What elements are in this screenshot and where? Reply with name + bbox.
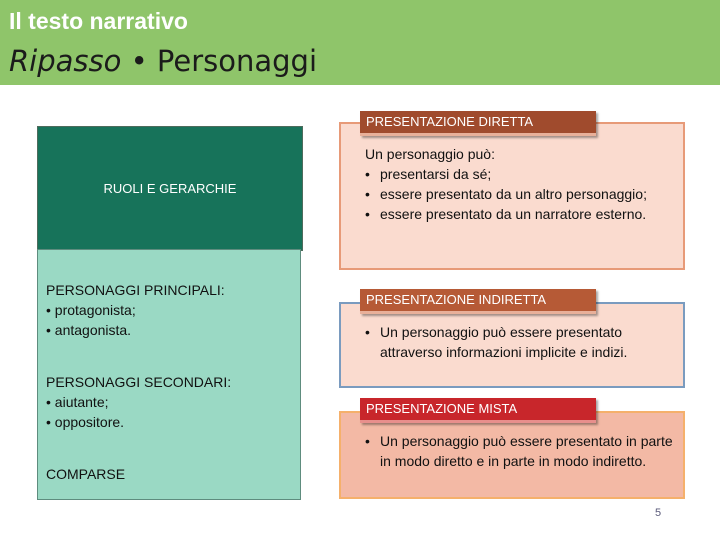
- indirect-presentation-panel: [339, 302, 685, 388]
- direct-presentation-panel: [339, 122, 685, 270]
- secondary-characters-group: [46, 372, 292, 432]
- main-characters-group: [46, 280, 292, 340]
- direct-intro: Un personaggio può:: [365, 146, 495, 162]
- subtitle-italic: Ripasso: [9, 44, 122, 78]
- group-item: • protagonista;: [46, 302, 136, 318]
- group-title: PERSONAGGI PRINCIPALI:: [46, 282, 225, 298]
- group-item: • aiutante;: [46, 394, 109, 410]
- mixed-presentation-label: PRESENTAZIONE MISTA: [360, 398, 596, 423]
- extras-group: [46, 464, 292, 484]
- group-title: COMPARSE: [46, 466, 126, 482]
- roles-heading: RUOLI E GERARCHIE: [103, 181, 237, 196]
- indirect-presentation-label: PRESENTAZIONE INDIRETTA: [360, 289, 596, 314]
- slide-title: Il testo narrativo: [9, 8, 188, 34]
- roles-list-box: [37, 249, 301, 500]
- list-item: • Un personaggio può essere presentato attraverso informazioni implicite e indizi.: [365, 322, 675, 362]
- roles-heading-box: [37, 126, 303, 251]
- title-banner: [0, 0, 720, 85]
- direct-bullet-list: [365, 164, 675, 224]
- subtitle-rest: • Personaggi: [121, 44, 317, 78]
- group-item: • antagonista.: [46, 322, 132, 338]
- page-number: 5: [655, 507, 662, 519]
- slide-subtitle: [9, 44, 317, 78]
- list-item: • presentarsi da sé;: [365, 164, 675, 184]
- direct-presentation-label: PRESENTAZIONE DIRETTA: [360, 111, 596, 136]
- mixed-bullet-list: [365, 431, 675, 471]
- group-item: • oppositore.: [46, 414, 125, 430]
- mixed-presentation-panel: [339, 411, 685, 499]
- list-item: • Un personaggio può essere presentato in parte in modo diretto e in parte in modo indiretto.: [365, 431, 675, 471]
- list-item: • essere presentato da un narratore esterno.: [365, 204, 675, 224]
- group-title: PERSONAGGI SECONDARI:: [46, 374, 232, 390]
- indirect-bullet-list: [365, 322, 675, 362]
- list-item: • essere presentato da un altro personaggio;: [365, 184, 675, 204]
